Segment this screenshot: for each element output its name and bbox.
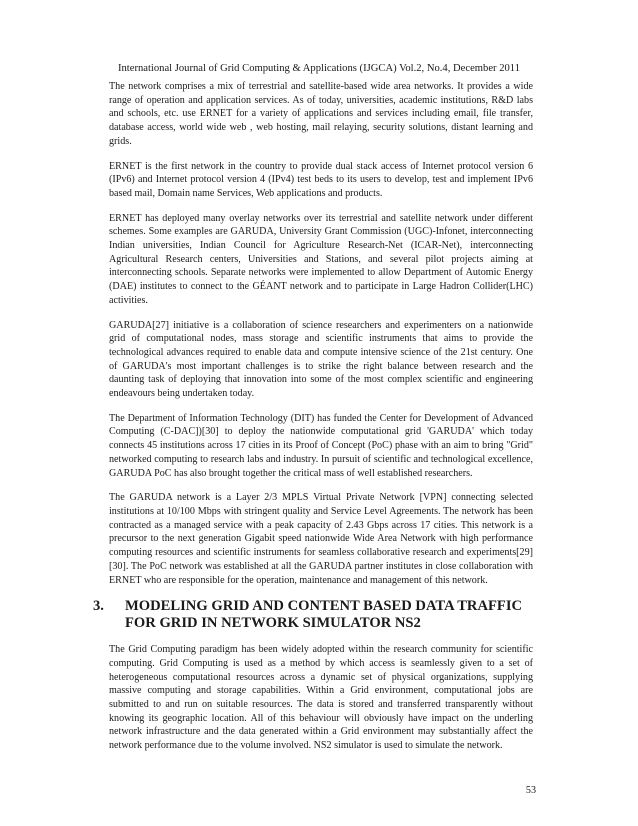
paragraph: GARUDA[27] initiative is a collaboration of science researchers and experimenters on a nationwide grid of computational nodes, mass storage and scientific instruments that aims to provide the technological advances required to enable data and compute intensive science of the 21st century. One of GARUDA's most important challenges is to strike the right balance between research and the daunting task of deploying that innovation into some of the most complex scientific and engineering endeavours being undertaken today. [109,319,533,400]
body-text [93,80,533,764]
paragraph: The GARUDA network is a Layer 2/3 MPLS Virtual Private Network [VPN] connecting selected institutions at 10/100 Mbps with stringent quality and Service Level Agreements. The network has been contracted as a managed service with a peak capacity of 2.43 Gbps across 17 cities. This network is a precursor to the next generation Gigabit speed nationwide Wide Area Network with high performance computing resources and scientific instruments for seamless collaborative research and experiments[29][30]. The PoC network was established at all the GARUDA partner institutes in close collaboration with ERNET who are responsible for the operation, maintenance and management of this network. [109,492,533,586]
page-number: 53 [525,785,536,796]
paragraph: ERNET is the first network in the country to provide dual stack access of Internet protocol version 6 (IPv6) and Internet protocol version 4 (IPv4) test beds to its users to develop, test and implement IPv6 based mail, Domain name Services, Web applications and products. [109,160,533,199]
paragraph: The Department of Information Technology (DIT) has funded the Center for Development of Advanced Computing (C-DAC])[30] to deploy the nationwide computational grid 'GARUDA' which today connects 45 institutions across 17 cities in its Proof of Concept (PoC) phase with an aim to bring "Grid" networked computing to research labs and industry. In pursuit of scientific and technological excellence, GARUDA PoC has also brought together the critical mass of well established researchers. [109,412,533,479]
running-header: International Journal of Grid Computing & Applications (IJGCA) Vol.2, No.4, December 2011 [117,63,520,74]
paragraph: ERNET has deployed many overlay networks over its terrestrial and satellite network under different schemes. Some examples are GARUDA, University Grant Commission (UGC)-Infonet, interconnecting Indian universities, Indian Council for Agriculture Research-Net (ICAR-Net), interconnecting Agricultural Research centers, Universities and Stations, and several pilot projects aiming at interconnecting schools. Separate networks were implemented to allow Department of Automic Energy (DAE) institutes to connect to the GÉANT network and to participate in Large Hadron Collider(LHC) activities. [109,212,533,306]
section-number: 3. [93,598,104,615]
section-heading [93,598,533,632]
section-paragraph: The Grid Computing paradigm has been widely adopted within the research community for scientific computing. Grid Computing is used as a method by which access is seamlessly given to a set of heterogeneous computational resources across a dynamic set of physical organizations, supplying massive computing and storage capabilities. Within a Grid environment, computational jobs are submitted to and run on suitable resources. The data is stored and transferred transparently without knowing its geographic location. All of this behaviour will obviously have impact on the underling network infrastructure and the data generated within a Grid environment may substantially affect the network performance due to the volume involved. NS2 simulator is used to simulate the network. [109,644,533,752]
paragraph: The network comprises a mix of terrestrial and satellite-based wide area networks. It provides a wide range of operation and application services. As of today, universities, academic institutions, R&D labs and schools, etc. use ERNET for a variety of applications and services including email, file transfer, database access, world wide web , web hosting, mail relaying, security solutions, distant learning and grids. [109,81,533,147]
section-title: MODELING GRID AND CONTENT BASED DATA TRAFFIC FOR GRID IN NETWORK SIMULATOR NS2 [125,598,523,632]
